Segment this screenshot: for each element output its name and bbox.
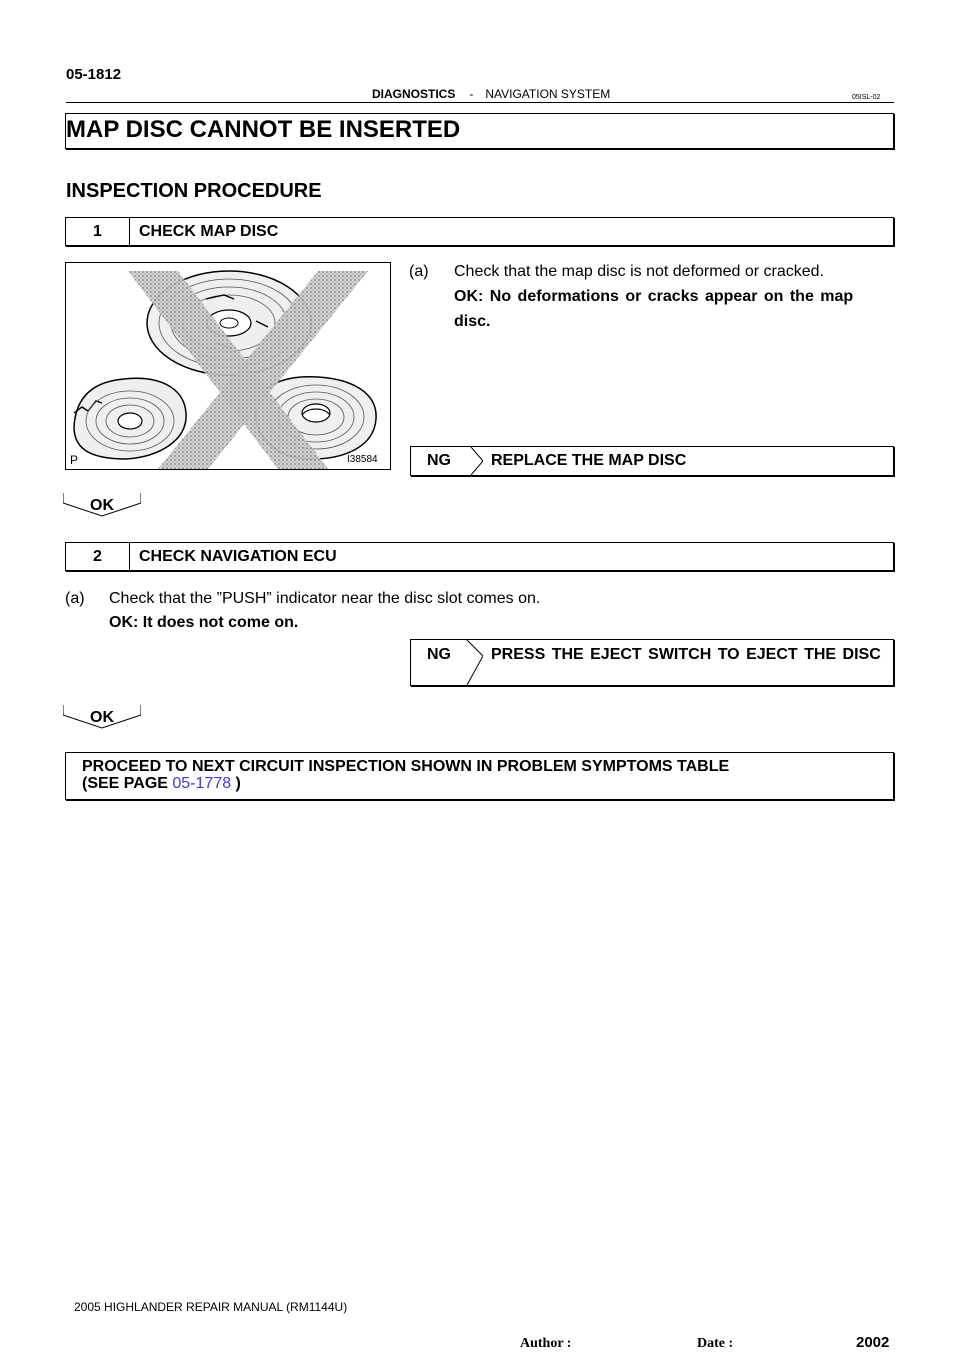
proceed-line-2 (82, 775, 241, 792)
deformed-disc-illustration (66, 263, 390, 469)
inspection-heading: INSPECTION PROCEDURE (66, 180, 322, 202)
step-2-ng-action: PRESS THE EJECT SWITCH TO EJECT THE DISC (491, 646, 881, 663)
subsection-name: NAVIGATION SYSTEM (485, 87, 611, 101)
step-1-instruction: Check that the map disc is not deformed or cracked. (454, 263, 824, 280)
step-1-ok-criterion: OK: No deformations or cracks appear on the map (454, 288, 854, 305)
step-1-ok-label: OK (90, 497, 114, 514)
proceed-box (65, 752, 894, 800)
step-1-label: CHECK MAP DISC (139, 223, 279, 240)
proceed-see-page: (SEE PAGE (82, 775, 173, 792)
document-code: 05ISL-02 (852, 94, 881, 101)
map-disc-figure (65, 262, 391, 470)
header-rule (66, 102, 894, 103)
step-1-ng-action: REPLACE THE MAP DISC (491, 452, 687, 469)
step-2-ng-box (410, 639, 894, 686)
step-2-number: 2 (66, 543, 130, 570)
disc-left (74, 378, 186, 459)
proceed-line-1: PROCEED TO NEXT CIRCUIT INSPECTION SHOWN IN PROBLEM SYMPTOMS TABLE (82, 758, 730, 775)
proceed-close-paren: ) (231, 775, 241, 792)
step-2-ng-label: NG (427, 646, 451, 663)
step-2-ok-criterion: OK: It does not come on. (109, 614, 299, 631)
step-2-ok-tab (63, 705, 141, 729)
page-reference-link[interactable]: 05-1778 (172, 775, 232, 792)
title-box (65, 113, 894, 149)
section-name: DIAGNOSTICS (372, 87, 456, 101)
step-1-ng-label: NG (427, 452, 451, 469)
section-separator: - (469, 87, 474, 101)
step-2-label: CHECK NAVIGATION ECU (139, 548, 337, 565)
footer-year: 2002 (856, 1334, 890, 1351)
step-2-header (65, 542, 894, 571)
section-header (372, 87, 610, 101)
step-1-number: 1 (66, 218, 130, 245)
figure-marker: P (70, 453, 79, 467)
page-title: MAP DISC CANNOT BE INSERTED (66, 116, 461, 143)
step-2-instruction-marker: (a) (65, 590, 85, 607)
step-1-ng-box (410, 446, 894, 476)
footer-manual-title: 2005 HIGHLANDER REPAIR MANUAL (RM1144U) (74, 1300, 348, 1314)
step-2-instruction: Check that the ”PUSH” indicator near the disc slot comes on. (109, 590, 541, 607)
step-1-ok-criterion-cont: disc. (454, 313, 491, 330)
step-2-ok-label: OK (90, 709, 114, 726)
figure-id: I38584 (347, 454, 378, 465)
step-1-instruction-marker: (a) (409, 263, 429, 280)
footer-author-label: Author : (520, 1336, 572, 1351)
step-1-ok-tab (63, 493, 141, 517)
step-1-header (65, 217, 894, 246)
footer-date-label: Date : (697, 1336, 734, 1351)
page-number: 05-1812 (66, 66, 122, 83)
